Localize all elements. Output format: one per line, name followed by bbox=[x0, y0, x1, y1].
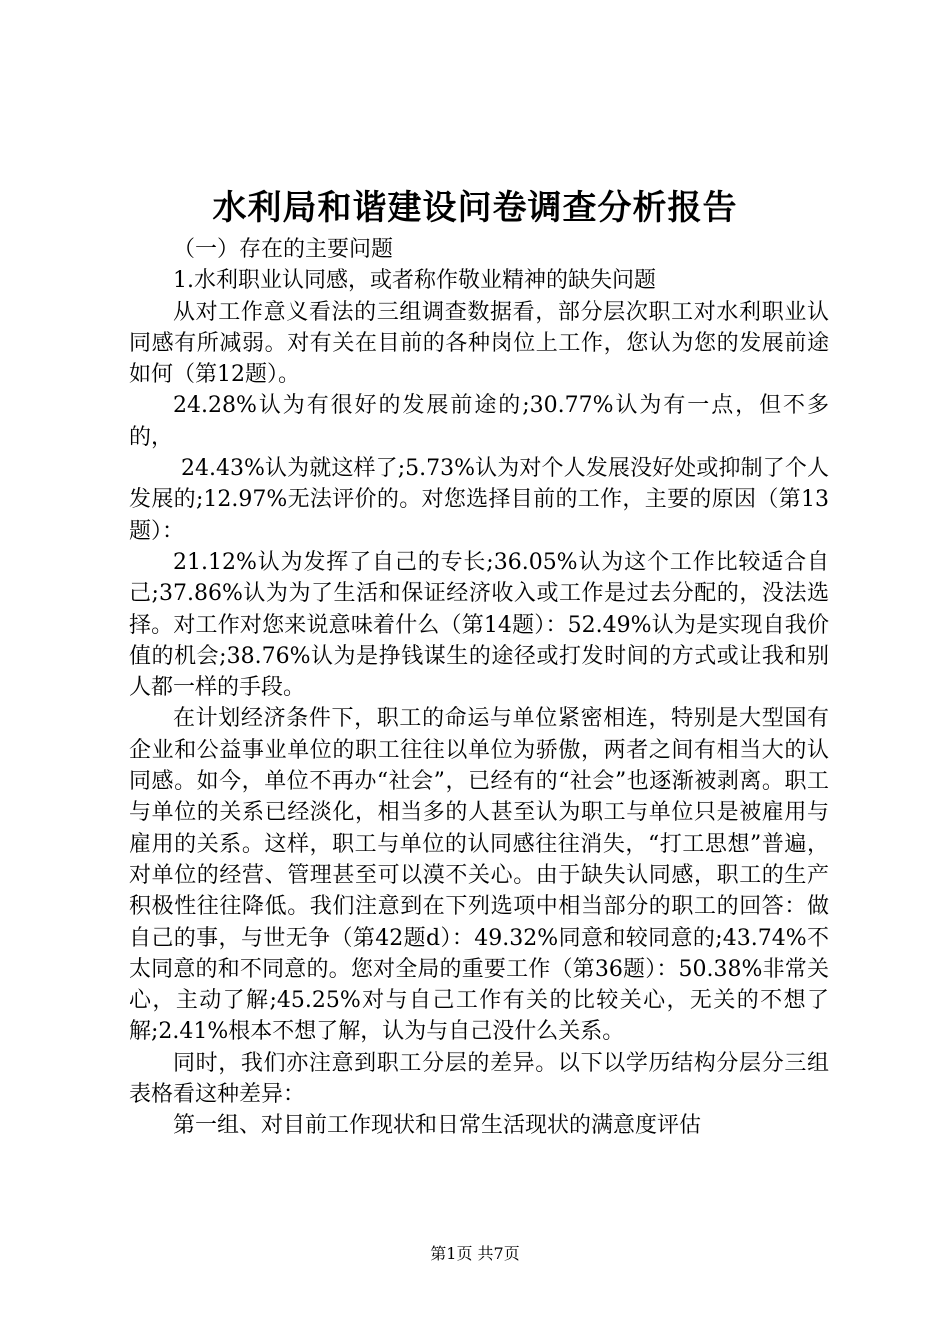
body-paragraph: 24.28%认为有很好的发展前途的;30.77%认为有一点，但不多的， bbox=[129, 393, 829, 450]
body-paragraph: 同时，我们亦注意到职工分层的差异。以下以学历结构分层分三组表格看这种差异： bbox=[129, 1050, 829, 1108]
body-paragraph: 在计划经济条件下，职工的命运与单位紧密相连，特别是大型国有企业和公益事业单位的职工往往以单位为骄傲，两者之间有相当大的认同感。如今，单位不再办“社会”，已经有的“社会”也逐渐被剥离。职工与单位的关系已经淡化，相当多的人甚至认为职工与单位只是被雇用与雇用的关系。这样，职工与单位的认同感往往消失，“打工思想”普遍，对单位的经营、管理甚至可以漠不关心。由于缺失认同感，职工的生产积极性往往降低。我们注意到在下列选项中相当部分的职工的回答：做自己的事，与世无争（第42题d）：49.32%同意和较同意的;43.74%不太同意的和不同意的。您对全局的重要工作（第36题）：50.38%非常关心，主动了解;45.25%对与自己工作有关的比较关心，无关的不想了解;2.41%根本不想了解，认为与自己没什么关系。 bbox=[129, 706, 829, 1045]
body-paragraph: 24.43%认为就这样了;5.73%认为对个人发展没好处或抑制了个人发展的;12.97%无法评价的。对您选择目前的工作，主要的原因（第13题）： bbox=[129, 456, 829, 544]
body-paragraph: 从对工作意义看法的三组调查数据看，部分层次职工对水利职业认同感有所减弱。对有关在目前的各种岗位上工作，您认为您的发展前途如何（第12题）。 bbox=[129, 299, 829, 388]
page-number-footer: 第1页 共7页 bbox=[430, 1244, 520, 1263]
body-paragraph: 21.12%认为发挥了自己的专长;36.05%认为这个工作比较适合自己;37.86%认为为了生活和保证经济收入或工作是过去分配的，没法选择。对工作对您来说意味着什么（第14题）：52.49%认为是实现自我价值的机会;38.76%认为是挣钱谋生的途径或打发时间的方式或让我和别人都一样的手段。 bbox=[129, 549, 829, 701]
document-title: 水利局和谐建设问卷调查分析报告 bbox=[212, 188, 738, 228]
section-heading: （一）存在的主要问题 bbox=[173, 237, 394, 262]
document-body bbox=[129, 234, 829, 1142]
body-paragraph: 第一组、对目前工作现状和日常生活现状的满意度评估 bbox=[173, 1113, 702, 1139]
subsection-heading: 1.水利职业认同感，或者称作敬业精神的缺失问题 bbox=[173, 268, 656, 294]
